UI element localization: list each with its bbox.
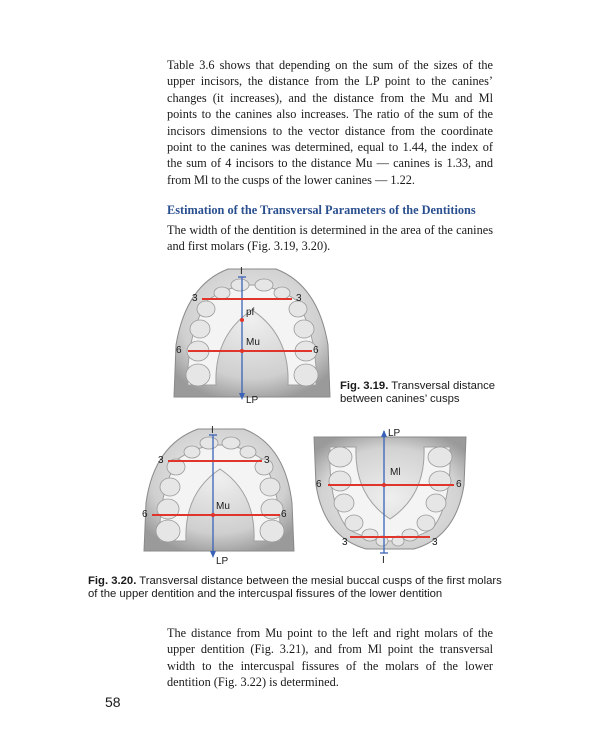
fig20a-molar-right-label: 6 (281, 509, 287, 520)
fig19-molar-left-label: 6 (176, 345, 182, 356)
fig20b-bottom-label: I (382, 555, 385, 566)
fig19-caption-label: Fig. 3.19. (340, 380, 389, 392)
paragraph-molars: The distance from Mu point to the left and right molars of the upper dentition (Fig. 3.21), and from Ml point the transversal width to the intercuspal fissures of the molars of the lower dentition (Fig. 3.22) is determined. (167, 626, 493, 690)
fig20a-molar-left-label: 6 (142, 509, 148, 520)
fig19-mu-label: Mu (246, 337, 260, 348)
fig20a-top-label: I (211, 425, 214, 436)
fig20a-lp-label: LP (216, 556, 229, 567)
fig19-lp-label: LP (246, 395, 259, 406)
fig20b-canine-right-label: 3 (432, 537, 438, 548)
fig19-canine-right-label: 3 (296, 293, 302, 304)
fig20a-canine-right-label: 3 (264, 455, 270, 466)
figure-3-20-lower-image (310, 425, 470, 565)
fig19-canine-left-label: 3 (192, 293, 198, 304)
fig19-pf-label: pf (246, 307, 255, 318)
page-number: 58 (105, 694, 121, 710)
fig20b-molar-left-label: 6 (316, 479, 322, 490)
fig20a-mu-label: Mu (216, 501, 230, 512)
fig20b-canine-left-label: 3 (342, 537, 348, 548)
fig19-caption-text: Transversal distance between canines’ cusps (340, 380, 496, 405)
fig19-top-label: I (240, 266, 243, 277)
figure-3-20-caption (88, 575, 508, 601)
fig20b-molar-right-label: 6 (456, 479, 462, 490)
fig20b-lp-label: LP (388, 428, 401, 439)
fig19-molar-right-label: 6 (313, 345, 319, 356)
figure-3-19-image (168, 265, 336, 410)
paragraph-width: The width of the dentition is determined in the area of the canines and first molars (Fig. 3.19, 3.20). (167, 223, 493, 254)
fig20-caption-text: Transversal distance between the mesial buccal cusps of the first molars of the upper dentition and the intercuspal fissures of the lower dentition (88, 575, 502, 600)
paragraph-intro: Table 3.6 shows that depending on the sum of the sizes of the upper incisors, the distance from the LP point to the canines’ changes (it increases), and the distance from the Mu and Ml points to the canines also increases. The ratio of the sum of the incisors dimensions to the vector distance from the coordinate point to the canines was determined, equal to 1.44, the index of the sum of 4 incisors to the distance Mu — canines is 1.33, and from Ml to the cusps of the lower canines — 1.22. (167, 58, 493, 187)
fig20-caption-label: Fig. 3.20. (88, 575, 137, 587)
section-heading: Estimation of the Transversal Parameters of the Dentitions (167, 203, 476, 217)
figure-3-20-upper-image (140, 425, 300, 565)
fig20a-canine-left-label: 3 (158, 455, 164, 466)
fig20b-ml-label: Ml (390, 467, 401, 478)
figure-3-19-caption (340, 380, 510, 406)
